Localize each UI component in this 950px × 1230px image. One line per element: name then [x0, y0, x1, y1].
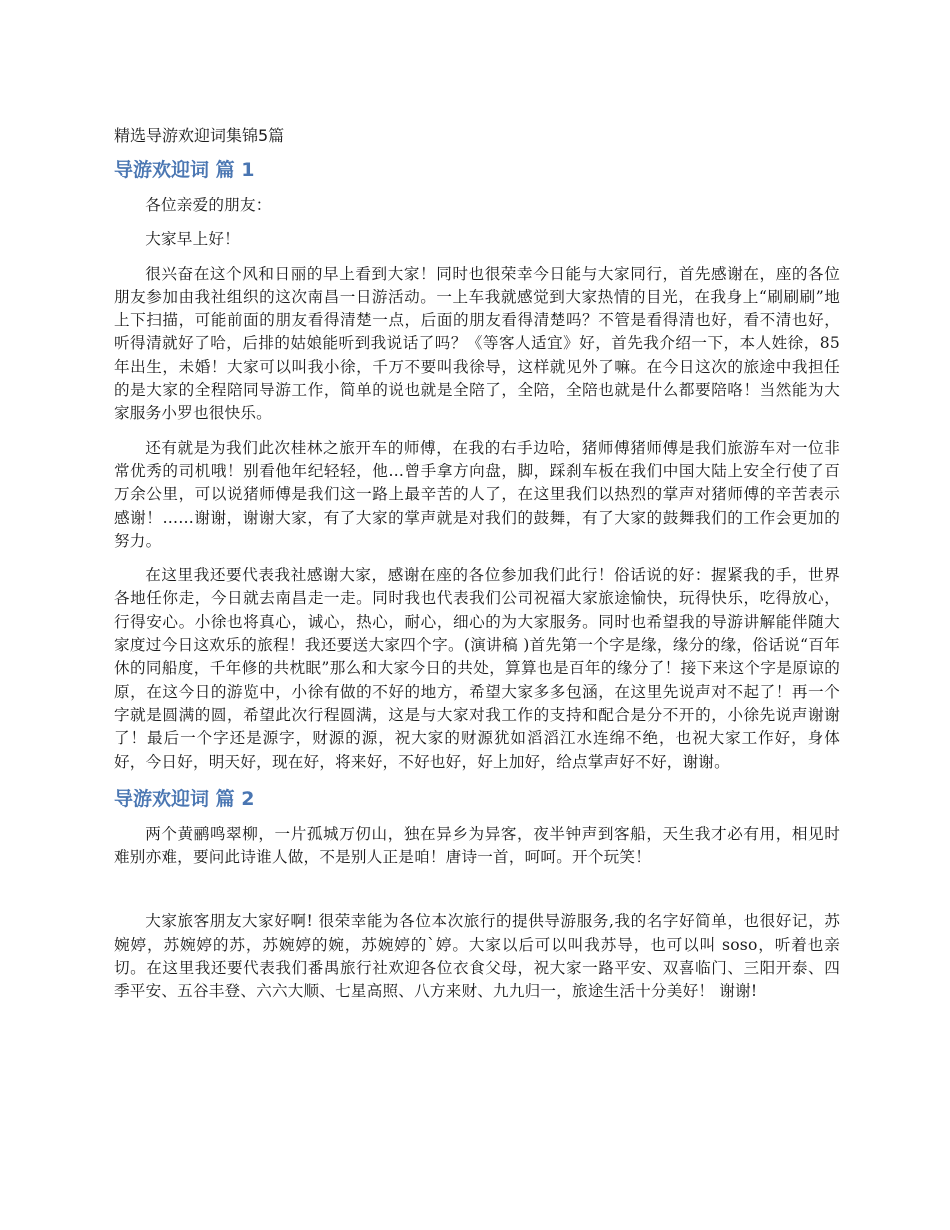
paragraph: 还有就是为我们此次桂林之旅开车的师傅，在我的右手边哈，猪师傅猪师傅是我们旅游车对一位非常优秀的司机哦！别看他年纪轻轻，他…曾手拿方向盘，脚，踩刹车板在我们中国大陆上安全行使了百万余公里，可以说猪师傅是我们这一路上最辛苦的人了，在这里我们以热烈的掌声对猪师傅的辛苦表示感谢！……谢谢，谢谢大家，有了大家的掌声就是对我们的鼓舞，有了大家的鼓舞我们的工作会更加的努力。 — [114, 438, 840, 550]
paragraph: 在这里我还要代表我社感谢大家，感谢在座的各位参加我们此行！俗话说的好：握紧我的手，世界各地任你走，今日就去南昌走一走。同时我也代表我们公司祝福大家旅途愉快，玩得快乐，吃得放心，行得安心。小徐也将真心，诚心，热心，耐心，细心的为大家服务。同时也希望我的导游讲解能伴随大家度过今日这欢乐的旅程！我还要送大家四个字。(演讲稿 )首先第一个字是缘，缘分的缘，俗话说“百年休的同船度，千年修的共枕眠”那么和大家今日的共处，算算也是百年的缘分了！接下来这个字是原谅的原，在这今日的游览中，小徐有做的不好的地方，希望大家多多包涵，在这里先说声对不起了！再一个字就是圆满的圆，希望此次行程圆满，这是与大家对我工作的支持和配合是分不开的，小徐先说声谢谢了！最后一个字还是源字，财源的源，祝大家的财源犹如滔滔江水连绵不绝，也祝大家工作好，身体好，今日好，明天好，现在好，将来好，不好也好，好上加好，给点掌声好不好，谢谢。 — [114, 566, 840, 771]
section-1 — [114, 156, 840, 774]
paragraph: 各位亲爱的朋友： — [145, 196, 272, 214]
section-2 — [114, 785, 840, 1004]
paragraph: 大家旅客朋友大家好啊! 很荣幸能为各位本次旅行的提供导游服务,我的名字好简单，也很好记，苏婉婷，苏婉婷的苏，苏婉婷的婉，苏婉婷的`婷。大家以后可以叫我苏导，也可以叫 soso，听着也亲切。在这里我还要代表我们番禺旅行社欢迎各位衣食父母，祝大家一路平安、双喜临门、三阳开泰、四季平安、五谷丰登、六六大顺、七星高照、八方来财、九九归一，旅途生活十分美好！ 谢谢! — [114, 912, 840, 1001]
blank-line — [114, 880, 840, 910]
document-title: 精选导游欢迎词集锦5篇 — [114, 126, 285, 145]
document-page — [114, 124, 840, 1015]
paragraph: 很兴奋在这个风和日丽的早上看到大家！同时也很荣幸今日能与大家同行，首先感谢在，座的各位朋友参加由我社组织的这次南昌一日游活动。一上车我就感觉到大家热情的目光，在我身上“刷刷刷”地上下扫描，可能前面的朋友看得清楚一点，后面的朋友看得清楚吗？不管是看得清也好，看不清也好，听得清就好了哈，后排的姑娘能听到我说话了吗？《等客人适宜》好，首先我介绍一下，本人姓徐，85年出生，未婚！大家可以叫我小徐，千万不要叫我徐导，这样就见外了嘛。在今日这次的旅途中我担任的是大家的全程陪同导游工作，简单的说也就是全陪了，全陪，全陪也就是什么都要陪咯！当然能为大家服务小罗也很快乐。 — [114, 264, 840, 423]
section-heading-2: 导游欢迎词 篇 2 — [114, 787, 255, 810]
paragraph: 大家早上好！ — [145, 230, 240, 249]
paragraph: 两个黄鹂鸣翠柳，一片孤城万仞山，独在异乡为异客，夜半钟声到客船，天生我才必有用，相见时难别亦难，要问此诗谁人做，不是别人正是咱！唐诗一首，呵呵。开个玩笑！ — [114, 824, 840, 867]
section-heading-1: 导游欢迎词 篇 1 — [114, 159, 255, 181]
